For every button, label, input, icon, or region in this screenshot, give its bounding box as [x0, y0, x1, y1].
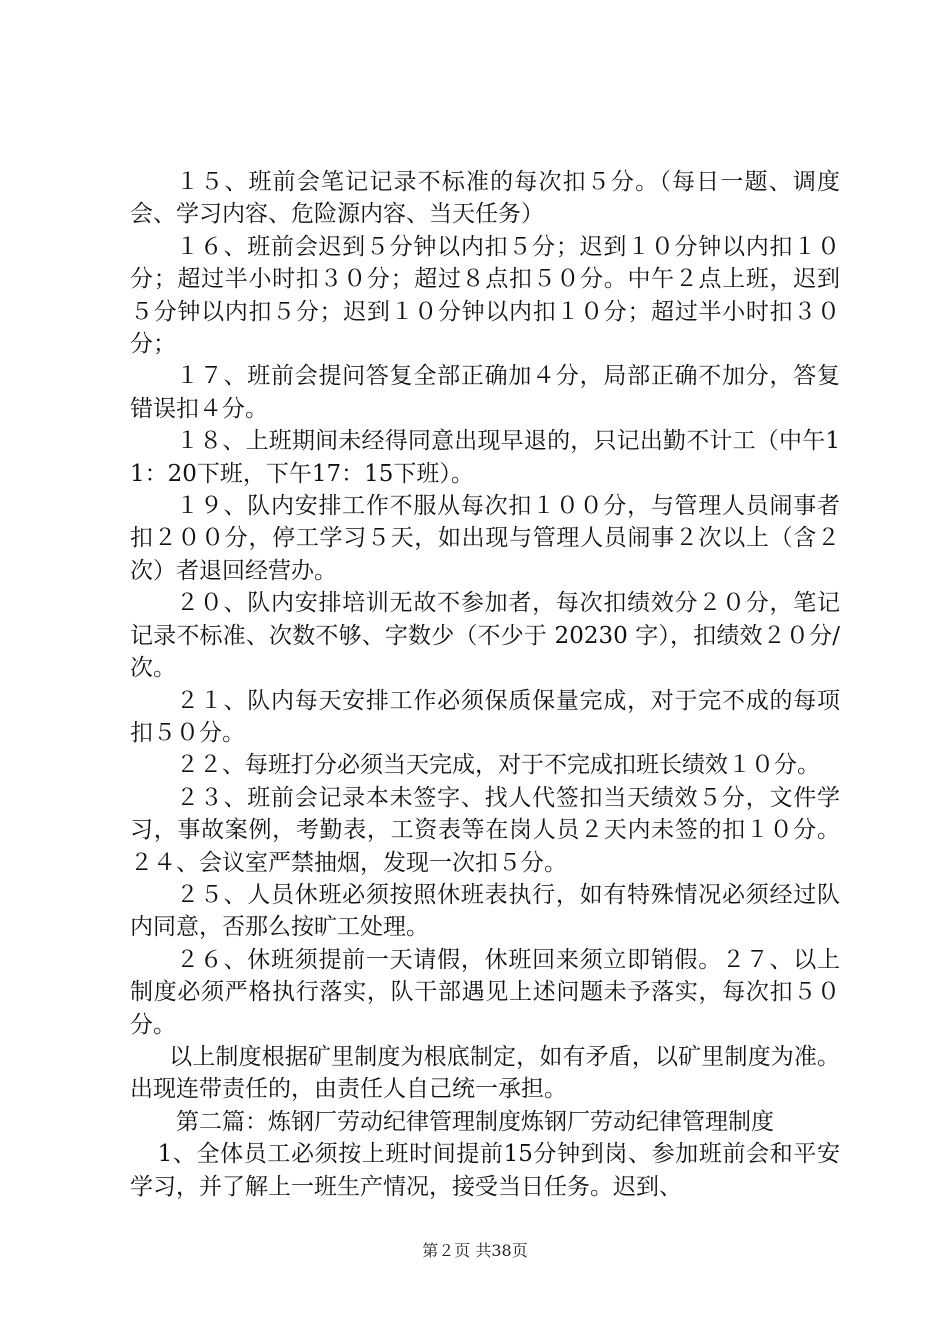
document-body: [130, 166, 840, 1203]
paragraph-closing-note: 以上制度根据矿里制度为根底制定，如有矛盾，以矿里制度为准。出现连带责任的，由责任人自己统一承担。: [130, 1043, 840, 1103]
paragraph-rule-16: １６、班前会迟到５分钟以内扣５分；迟到１０分钟以内扣１０分；超过半小时扣３０分；超过８点扣５０分。中午２点上班，迟到５分钟以内扣５分；迟到１０分钟以内扣１０分；超过半小时扣３０分；: [130, 233, 840, 358]
paragraph-article-1: 1、全体员工必须按上班时间提前15分钟到岗、参加班前会和平安学习，并了解上一班生产情况，接受当日任务。迟到、: [130, 1141, 840, 1200]
paragraph-rule-20: ２０、队内安排培训无故不参加者，每次扣绩效分２０分，笔记记录不标准、次数不够、字数少（不少于 20230 字），扣绩效２０分/次。: [130, 590, 840, 682]
paragraph-rule-25: ２５、人员休班必须按照休班表执行，如有特殊情况必须经过队内同意，否那么按旷工处理。: [130, 881, 840, 941]
paragraph-rule-23-24: ２３、班前会记录本未签字、找人代签扣当天绩效５分，文件学习，事故案例，考勤表，工资表等在岗人员２天内未签的扣１０分。２４、会议室严禁抽烟，发现一次扣５分。: [130, 784, 840, 876]
paragraph-rule-18: １８、上班期间未经得同意出现早退的，只记出勤不计工（中午11：20下班，下午17：15下班）。: [130, 428, 840, 487]
paragraph-rule-19: １９、队内安排工作不服从每次扣１００分，与管理人员闹事者扣２００分，停工学习５天，如出现与管理人员闹事２次以上（含２次）者退回经营办。: [130, 493, 840, 584]
paragraph-rule-22: ２２、每班打分必须当天完成，对于不完成扣班长绩效１０分。: [176, 752, 820, 779]
paragraph-rule-17: １７、班前会提问答复全部正确加４分，局部正确不加分，答复错误扣４分。: [130, 363, 840, 422]
page-number-footer: 第２页 共38页: [422, 1241, 528, 1260]
paragraph-rule-15: １５、班前会笔记记录不标准的每次扣５分。（每日一题、调度会、学习内容、危险源内容、当天任务）: [130, 169, 840, 228]
paragraph-rule-21: ２１、队内每天安排工作必须保质保量完成，对于完不成的每项扣５０分。: [130, 687, 840, 746]
section-heading-part-two: 第二篇：炼钢厂劳动纪律管理制度炼钢厂劳动纪律管理制度: [176, 1108, 774, 1135]
paragraph-rule-26-27: ２６、休班须提前一天请假，休班回来须立即销假。２７、以上制度必须严格执行落实，队干部遇见上述问题未予落实，每次扣５０分。: [130, 946, 840, 1038]
